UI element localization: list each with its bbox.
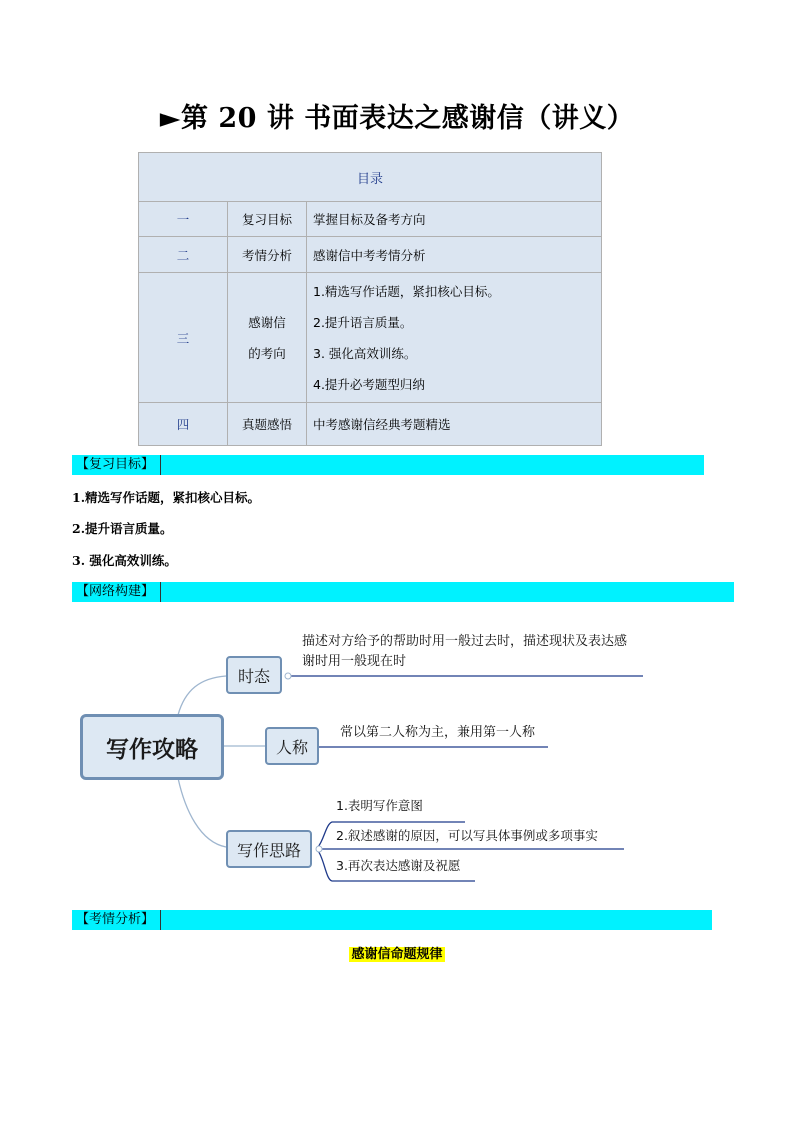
toc-header-row <box>139 153 602 202</box>
toc-row-name <box>228 273 307 403</box>
connector-dot <box>316 846 322 852</box>
toc-row-content: 感谢信中考考情分析 <box>307 237 602 273</box>
goal-item: 2.提升语言质量。 <box>72 521 173 536</box>
leaf-text: 常以第二人称为主，兼用第一人称 <box>340 725 536 740</box>
section-bar-review-goal <box>72 455 704 475</box>
section-bar-network <box>72 582 734 602</box>
branch-node-person: 人称 <box>265 727 319 765</box>
leaf-text: 2.叙述感谢的原因，可以写具体事例或多项事实 <box>336 828 598 843</box>
toc-table <box>138 152 602 446</box>
toc-row-num: 四 <box>139 403 228 446</box>
leaf-text: 3.再次表达感谢及祝愿 <box>336 858 461 873</box>
branch-node-writing-plan: 写作思路 <box>226 830 312 868</box>
toc-row-name-line: 的考向 <box>248 345 286 361</box>
toc-row-num: 三 <box>139 273 228 403</box>
goal-item: 1.精选写作话题，紧扣核心目标。 <box>72 490 261 505</box>
toc-content-line: 2.提升语言质量。 <box>313 314 413 330</box>
toc-content-line: 3. 强化高效训练。 <box>313 345 417 361</box>
page-title: ►第 20 讲 书面表达之感谢信（讲义） <box>159 103 635 134</box>
toc-header: 目录 <box>139 153 602 202</box>
toc-row <box>139 202 602 237</box>
toc-row-num: 二 <box>139 237 228 273</box>
section-title: 【考情分析】 <box>76 912 155 927</box>
mind-map <box>60 600 760 900</box>
connector-dot <box>285 673 291 679</box>
highlight-text: 感谢信命题规律 <box>351 947 443 962</box>
branch-connector <box>178 676 226 715</box>
toc-content-line: 1.精选写作话题，紧扣核心目标。 <box>313 283 500 299</box>
leaf-line: 描述对方给予的帮助时用一般过去时，描述现状及表达感 <box>302 634 628 649</box>
branch-node-tense: 时态 <box>226 656 282 694</box>
toc-row-content: 中考感谢信经典考题精选 <box>307 403 602 446</box>
toc-row <box>139 403 602 446</box>
toc-content-line: 4.提升必考题型归纳 <box>313 376 425 392</box>
root-node: 写作攻略 <box>80 714 224 780</box>
toc-row-name-line: 感谢信 <box>248 314 286 330</box>
section-title: 【网络构建】 <box>76 584 155 599</box>
toc-row-name: 复习目标 <box>228 202 307 237</box>
toc-row-num: 一 <box>139 202 228 237</box>
leaf-text: 1.表明写作意图 <box>336 798 423 813</box>
leaf-text <box>302 632 627 672</box>
toc-row <box>139 273 602 403</box>
highlight-heading <box>0 943 794 962</box>
section-bar-exam-analysis <box>72 910 712 930</box>
toc-row <box>139 237 602 273</box>
leaf-line: 谢时用一般现在时 <box>302 654 407 669</box>
toc-row-content: 掌握目标及备考方向 <box>307 202 602 237</box>
toc-row-content <box>307 273 602 403</box>
toc-row-name: 真题感悟 <box>228 403 307 446</box>
toc-row-name: 考情分析 <box>228 237 307 273</box>
section-title: 【复习目标】 <box>76 457 155 472</box>
branch-connector <box>178 778 226 847</box>
goal-item: 3. 强化高效训练。 <box>72 553 177 568</box>
